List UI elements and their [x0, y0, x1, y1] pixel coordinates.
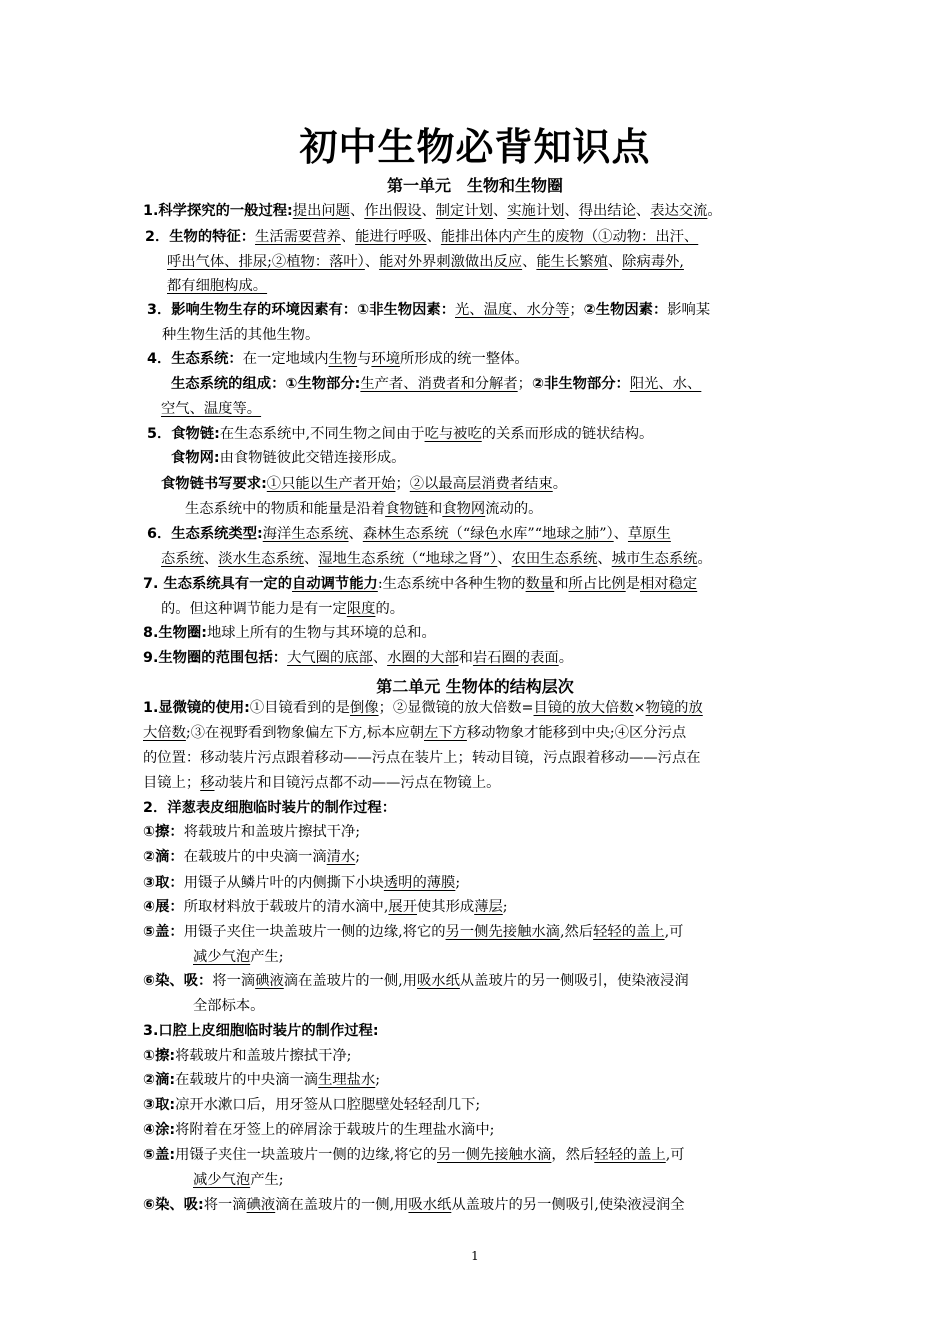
key-term: 限度: [346, 601, 376, 617]
body-text: 的。但这种调节能力是有一定: [161, 601, 347, 617]
body-text: ；: [569, 302, 584, 318]
key-term: 水圈的大部: [387, 650, 459, 666]
body-text: :生态系统中各种生物的: [377, 576, 526, 592]
key-term: ①只能以生产者开始: [266, 476, 396, 492]
body-text: 凉开水漱口后，用牙签从口腔腮壁处轻轻刮几下;: [175, 1097, 481, 1113]
unit1-line: [161, 473, 567, 495]
item-heading: 9.生物圈的范围包括：: [143, 650, 288, 666]
unit2-line: [143, 1045, 352, 1067]
key-term: 空气、温度等。: [161, 401, 262, 417]
item-heading: 5．食物链:: [147, 426, 220, 442]
body-text: ，然后: [551, 1147, 595, 1163]
key-term: 制定计划: [435, 203, 493, 219]
key-term: 淡水生态系统: [218, 551, 304, 567]
key-term: 能生长繁殖: [536, 254, 608, 270]
body-text: 产生;: [250, 949, 284, 965]
body-text: 使其形成: [417, 899, 475, 915]
key-term: 草原生: [627, 526, 671, 542]
key-term: 减少气泡: [193, 1172, 251, 1188]
body-text: 动装片和目镜污点都不动——污点在物镜上。: [214, 775, 501, 791]
body-text: 、: [597, 551, 612, 567]
item-heading: ①擦：: [143, 824, 184, 840]
body-text: 将一滴: [203, 1197, 247, 1213]
item-heading: 7. 生态系统具有一定的: [143, 576, 293, 592]
unit1-line: [147, 299, 710, 321]
item-heading: ②生物因素：: [583, 302, 668, 318]
key-term: 表达交流: [650, 203, 708, 219]
key-term: 大气圈的底部: [287, 650, 373, 666]
key-term: 倒像: [349, 700, 379, 716]
body-text: ;: [502, 899, 508, 915]
key-term: 呼出气体、排尿;②植物：落叶）: [167, 254, 365, 270]
unit2-line: [143, 722, 686, 744]
body-text: 、: [348, 526, 363, 542]
item-heading: ③取：: [143, 875, 184, 891]
body-text: 种生物生活的其他生物。: [162, 327, 320, 343]
body-text: 目镜上；: [143, 775, 201, 791]
item-heading: ②滴:: [143, 1072, 176, 1088]
item-heading: 6．生态系统类型:: [147, 526, 263, 542]
item-heading: 2．洋葱表皮细胞临时装片的制作过程：: [143, 800, 396, 816]
body-text: 、: [372, 650, 388, 666]
key-term: 碘液: [255, 973, 284, 989]
body-text: 移动物象才能移到中央;④区分污点: [466, 725, 687, 741]
body-text: 在载玻片的中央滴一滴: [175, 1072, 319, 1088]
key-term: 食物网: [442, 501, 486, 517]
item-heading: ③取:: [143, 1097, 176, 1113]
body-text: 、: [349, 203, 365, 219]
key-term: 农田生态系统: [511, 551, 598, 567]
unit2-line: [143, 697, 703, 719]
unit1-line: [167, 251, 684, 273]
body-text: 、: [426, 229, 441, 245]
key-term: 物镜的放: [645, 700, 703, 716]
body-text: 的关系而形成的链状结构。: [481, 426, 654, 442]
item-heading: ①擦:: [143, 1048, 176, 1064]
body-text: 、: [364, 254, 380, 270]
unit2-line: [193, 946, 284, 968]
unit1-line: [147, 523, 671, 545]
key-term: 轻轻的盖上: [594, 1147, 666, 1163]
body-text: 用镊子从鳞片叶的内侧撕下小块: [183, 875, 384, 891]
body-text: 、: [522, 254, 537, 270]
body-text: 、: [303, 551, 319, 567]
unit1-line: [143, 573, 697, 595]
body-text: 产生;: [250, 1172, 284, 1188]
body-text: 、: [564, 203, 579, 219]
key-term: 得出结论: [578, 203, 636, 219]
body-text: 用镊子夹住一块盖玻片一侧的边缘,将它的: [175, 1147, 438, 1163]
unit1-line: [143, 200, 722, 222]
unit1-line: [143, 622, 436, 644]
key-term: 除病毒外,: [622, 254, 684, 270]
key-term: 城市生态系统: [611, 551, 698, 567]
key-term: 左下方: [424, 725, 467, 741]
key-term: 都有细胞构成。: [167, 278, 268, 294]
body-text: 。: [558, 650, 573, 666]
body-text: 、: [635, 203, 651, 219]
body-text: 在生态系统中,不同生物之间由于: [219, 426, 425, 442]
unit1-line: [185, 498, 542, 520]
key-term: 相对稳定: [639, 576, 698, 592]
key-term: 吃与被吃: [424, 426, 482, 442]
item-heading: ④涂:: [143, 1122, 176, 1138]
key-term: 展开: [388, 899, 417, 915]
unit2-line: [143, 747, 701, 769]
unit2-line: [143, 821, 360, 843]
key-term: 阳光、水、: [629, 376, 702, 392]
key-term: 实施计划: [507, 203, 565, 219]
key-term: 作出假设: [364, 203, 422, 219]
body-text: 流动的。: [485, 501, 543, 517]
key-term: 数量: [525, 576, 555, 592]
body-text: 从盖玻片的另一侧吸引,使染液浸润全: [451, 1197, 685, 1213]
item-heading: 4．生态系统：: [147, 351, 243, 367]
key-term: 生物: [328, 351, 358, 367]
item-heading: ⑥染、吸:: [143, 1197, 204, 1213]
item-heading: ⑤盖：: [143, 924, 184, 940]
unit1-line: [145, 226, 698, 248]
unit2-line: [143, 921, 683, 943]
item-heading: ⑥染、吸：: [143, 973, 213, 989]
item-heading: 2．生物的特征：: [145, 229, 256, 245]
key-term: 海洋生态系统: [262, 526, 349, 542]
key-term: 岩石圈的表面: [472, 650, 559, 666]
unit2-line: [193, 1169, 284, 1191]
unit2-line: [143, 1119, 494, 1141]
page-title: 初中生物必背知识点: [299, 125, 651, 169]
body-text: ;: [375, 1072, 381, 1088]
body-text: 、: [421, 203, 436, 219]
unit2-line: [143, 1094, 480, 1116]
unit2-heading: 第二单元 生物体的结构层次: [376, 677, 574, 696]
body-text: 生态系统中的物质和能量是沿着: [185, 501, 386, 517]
body-text: 在载玻片的中央滴一滴: [183, 849, 327, 865]
key-term: 森林生态系统（“绿色水库”“地球之肺”）: [362, 526, 614, 542]
body-text: 由食物链彼此交错连接形成。: [219, 450, 406, 466]
body-text: 将载玻片和盖玻片擦拭干净;: [183, 824, 361, 840]
body-text: 滴在盖玻片的一侧,用: [283, 973, 417, 989]
key-term: 碘液: [246, 1197, 276, 1213]
unit1-line: [161, 398, 261, 420]
body-text: 、: [340, 229, 356, 245]
body-text: ;: [455, 875, 461, 891]
key-term: 湿地生态系统（“地球之肾”）: [318, 551, 498, 567]
key-term: 生理盐水: [318, 1072, 376, 1088]
unit1-line: [171, 373, 701, 395]
unit1-line: [147, 423, 653, 445]
body-text: 、: [613, 526, 628, 542]
key-term: 另一侧先接触水滴: [437, 1147, 552, 1163]
key-term: 轻轻的盖上: [593, 924, 665, 940]
body-text: 从盖玻片的另一侧吸引，使染液浸润: [459, 973, 689, 989]
key-term: 自动调节能力: [292, 576, 378, 592]
body-text: ;: [355, 849, 361, 865]
unit2-line: [143, 1069, 380, 1091]
body-text: 用镊子夹住一块盖玻片一侧的边缘,将它的: [183, 924, 446, 940]
body-text: 、: [607, 254, 623, 270]
item-heading: 1.显微镜的使用:: [143, 700, 250, 716]
body-text: 全部标本。: [193, 998, 265, 1014]
key-term: 能进行呼吸: [355, 229, 427, 245]
unit1-line: [162, 324, 319, 346]
item-heading: 3．影响生物生存的环境因素有：①非生物因素：: [147, 302, 455, 318]
key-term: 吸水纸: [408, 1197, 452, 1213]
page-number: 1: [471, 1249, 479, 1263]
key-term: 食物链: [385, 501, 429, 517]
body-text: 。: [552, 476, 568, 492]
body-text: 。: [697, 551, 712, 567]
unit2-line: [143, 1194, 685, 1216]
body-text: 将一滴: [212, 973, 256, 989]
item-heading: 食物网:: [171, 450, 220, 466]
key-term: 吸水纸: [417, 973, 460, 989]
unit1-line: [171, 447, 405, 469]
body-text: 、: [492, 203, 508, 219]
body-text: 所形成的统一整体。: [400, 351, 529, 367]
key-term: 清水: [326, 849, 356, 865]
body-text: ；: [517, 376, 532, 392]
body-text: 和: [428, 501, 443, 517]
body-text: ；②显微镜的放大倍数=: [378, 700, 534, 716]
unit1-line: [147, 348, 529, 370]
body-text: 所取材料放于载玻片的清水滴中,: [183, 899, 389, 915]
item-heading: 生态系统的组成：①生物部分:: [171, 376, 361, 392]
item-heading: 8.生物圈:: [143, 625, 207, 641]
body-text: 与: [357, 351, 372, 367]
body-text: 将附着在牙签上的碎屑涂于载玻片的生理盐水滴中;: [175, 1122, 495, 1138]
item-heading: 1.科学探究的一般过程:: [143, 203, 293, 219]
body-text: 滴在盖玻片的一侧,用: [275, 1197, 409, 1213]
body-text: ,然后: [559, 924, 594, 940]
body-text: 、: [497, 551, 512, 567]
unit1-line: [143, 647, 573, 669]
key-term: ②以最高层消费者结束: [409, 476, 553, 492]
body-text: ①目镜看到的是: [249, 700, 350, 716]
body-text: ,可: [664, 924, 684, 940]
unit2-line: [193, 995, 264, 1017]
key-term: 态系统: [161, 551, 204, 567]
item-heading: ⑤盖:: [143, 1147, 176, 1163]
body-text: ×: [633, 700, 646, 716]
key-term: 能排出体内产生的废物（①动物：出汗、: [440, 229, 699, 245]
body-text: 地球上所有的生物与其环境的总和。: [207, 625, 436, 641]
unit1-line: [161, 548, 712, 570]
key-term: 所占比例: [568, 576, 626, 592]
key-term: 环境: [371, 351, 400, 367]
item-heading: ②滴：: [143, 849, 184, 865]
unit1-line: [161, 598, 404, 620]
body-text: 。: [707, 203, 722, 219]
item-heading: 食物链书写要求:: [161, 476, 267, 492]
body-text: 的位置：移动装片污点跟着移动——污点在装片上；转动目镜，污点跟着移动——污点在: [143, 750, 701, 766]
body-text: 在一定地域内: [242, 351, 329, 367]
key-term: 生活需要营养: [255, 229, 341, 245]
unit1-heading: 第一单元 生物和生物圈: [386, 176, 563, 195]
key-term: 薄层: [474, 899, 503, 915]
unit2-line: [143, 846, 360, 868]
body-text: 将载玻片和盖玻片擦拭干净;: [175, 1048, 352, 1064]
unit2-line: [143, 1020, 379, 1042]
key-term: 透明的薄膜: [383, 875, 456, 891]
body-text: 影响某: [667, 302, 711, 318]
key-term: 减少气泡: [193, 949, 251, 965]
key-term: 能对外界刺激做出反应: [379, 254, 523, 270]
body-text: 和: [458, 650, 473, 666]
unit2-line: [143, 1144, 685, 1166]
unit2-line: [143, 797, 396, 819]
body-text: ;③在视野看到物象偏左下方,标本应朝: [185, 725, 425, 741]
unit2-line: [143, 896, 508, 918]
unit2-line: [143, 872, 460, 894]
unit2-line: [143, 772, 500, 794]
body-text: ,可: [665, 1147, 685, 1163]
body-text: ；: [395, 476, 410, 492]
key-term: 提出问题: [292, 203, 350, 219]
key-term: 光、温度、水分等: [455, 302, 570, 318]
key-term: 生产者、消费者和分解者: [360, 376, 518, 392]
key-term: 大倍数: [143, 725, 186, 741]
key-term: 移: [200, 775, 215, 791]
item-heading: 3.口腔上皮细胞临时装片的制作过程:: [143, 1023, 379, 1039]
body-text: 是: [625, 576, 640, 592]
key-term: 目镜的放大倍数: [533, 700, 634, 716]
body-text: 和: [554, 576, 569, 592]
key-term: 另一侧先接触水滴: [445, 924, 560, 940]
unit1-line: [167, 275, 267, 297]
unit2-line: [143, 970, 689, 992]
item-heading: ④展：: [143, 899, 184, 915]
item-heading: ②非生物部分：: [531, 376, 630, 392]
body-text: 、: [203, 551, 219, 567]
body-text: 的。: [375, 601, 405, 617]
